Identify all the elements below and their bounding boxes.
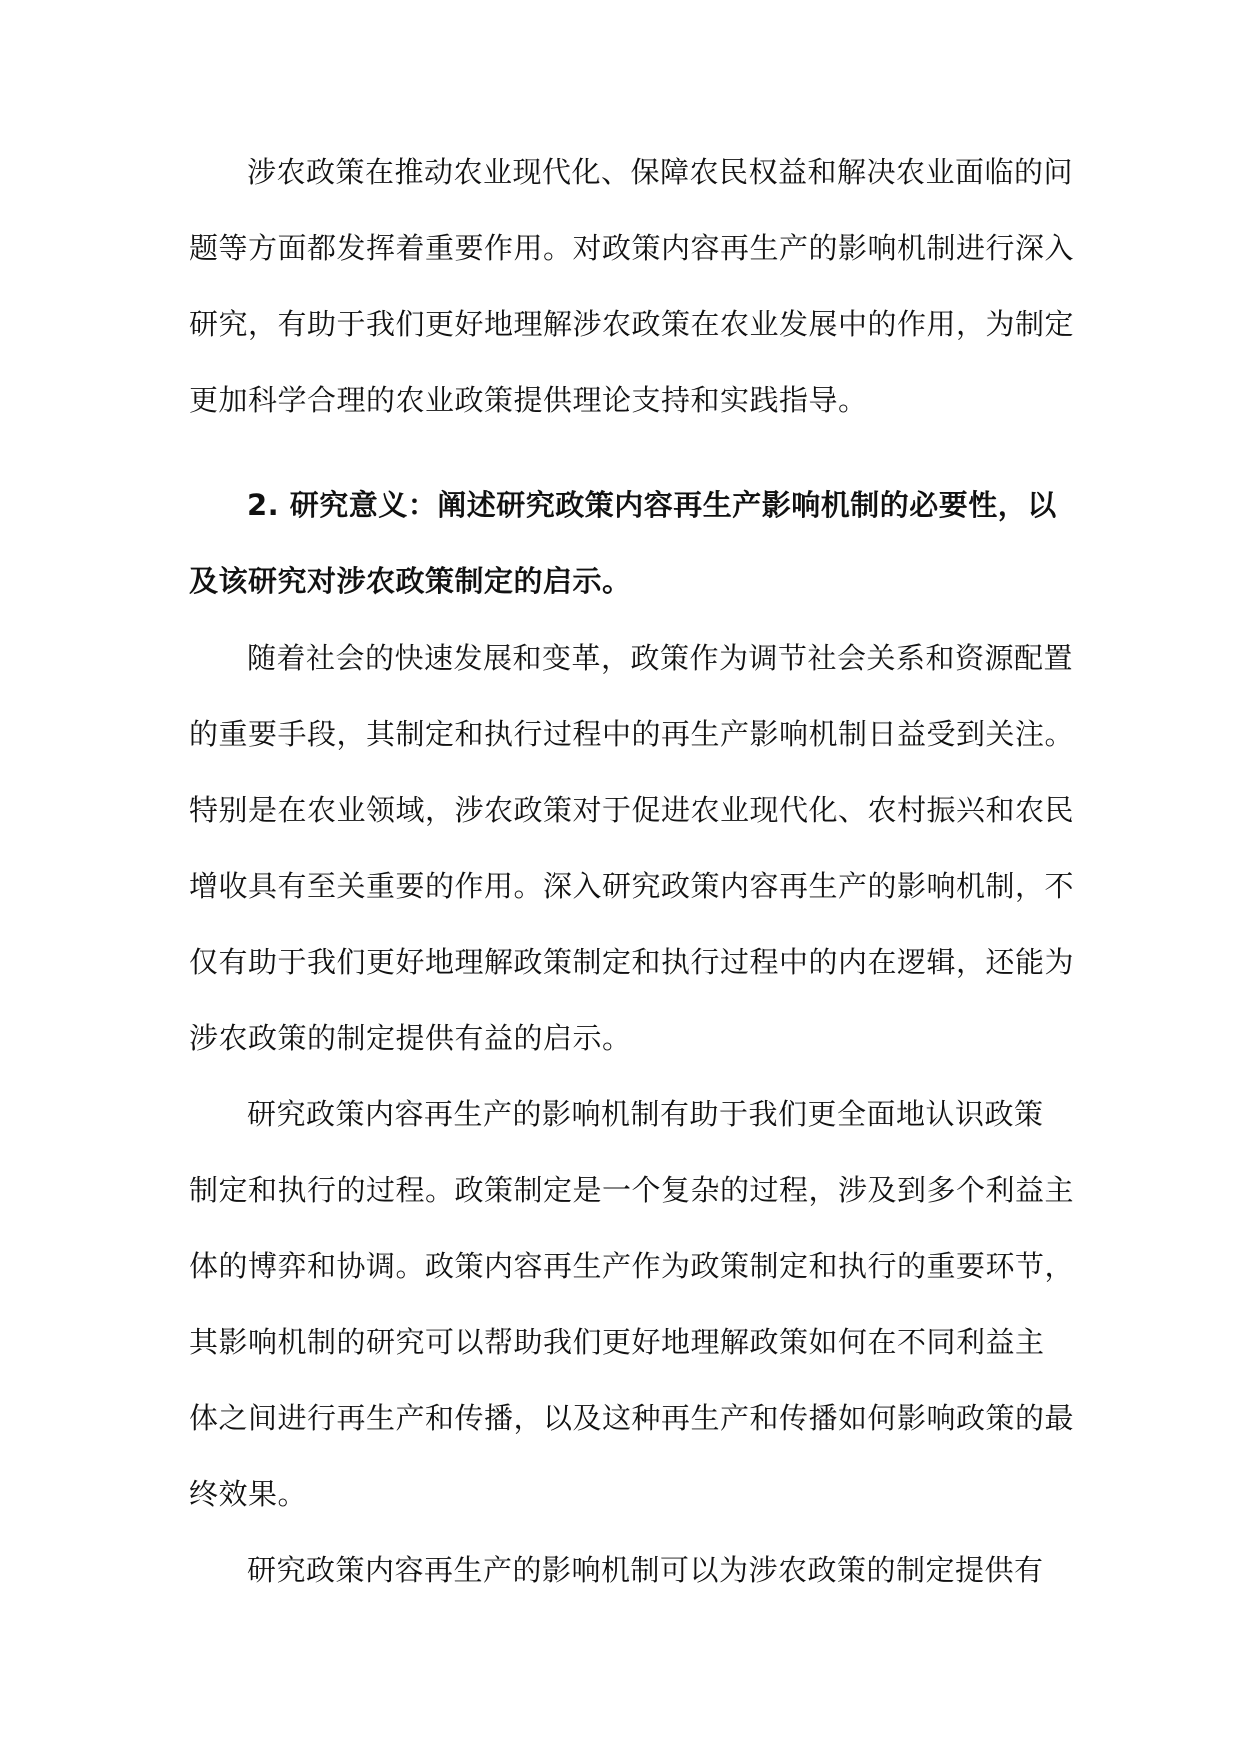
paragraph-2-line-2: 的重要手段，其制定和执行过程中的再生产影响机制日益受到关注。 [189,717,1075,751]
paragraph-1-line-1: 涉农政策在推动农业现代化、保障农民权益和解决农业面临的问 [247,155,1074,189]
paragraph-1-line-3: 研究，有助于我们更好地理解涉农政策在农业发展中的作用，为制定 [189,307,1075,341]
paragraph-2-line-6: 涉农政策的制定提供有益的启示。 [189,1021,632,1055]
paragraph-2-line-4: 增收具有至关重要的作用。深入研究政策内容再生产的影响机制，不 [189,869,1075,903]
paragraph-2-line-3: 特别是在农业领域，涉农政策对于促进农业现代化、农村振兴和农民 [189,793,1075,827]
paragraph-3-line-6: 终效果。 [189,1477,308,1511]
paragraph-4-line-1: 研究政策内容再生产的影响机制可以为涉农政策的制定提供有 [247,1553,1044,1587]
paragraph-1-line-4: 更加科学合理的农业政策提供理论支持和实践指导。 [189,383,868,417]
section-heading-line-1: 2. 研究意义：阐述研究政策内容再生产影响机制的必要性，以 [247,488,1057,522]
paragraph-1-line-2: 题等方面都发挥着重要作用。对政策内容再生产的影响机制进行深入 [189,231,1075,265]
section-heading-line-2: 及该研究对涉农政策制定的启示。 [189,564,632,598]
paragraph-2-line-5: 仅有助于我们更好地理解政策制定和执行过程中的内在逻辑，还能为 [189,945,1075,979]
paragraph-3-line-5: 体之间进行再生产和传播，以及这种再生产和传播如何影响政策的最 [189,1401,1075,1435]
paragraph-3-line-3: 体的博弈和协调。政策内容再生产作为政策制定和执行的重要环节， [189,1249,1075,1283]
paragraph-3-line-1: 研究政策内容再生产的影响机制有助于我们更全面地认识政策 [247,1097,1044,1131]
paragraph-2-line-1: 随着社会的快速发展和变革，政策作为调节社会关系和资源配置 [247,641,1074,675]
paragraph-3-line-2: 制定和执行的过程。政策制定是一个复杂的过程，涉及到多个利益主 [189,1173,1075,1207]
paragraph-3-line-4: 其影响机制的研究可以帮助我们更好地理解政策如何在不同利益主 [189,1325,1045,1359]
